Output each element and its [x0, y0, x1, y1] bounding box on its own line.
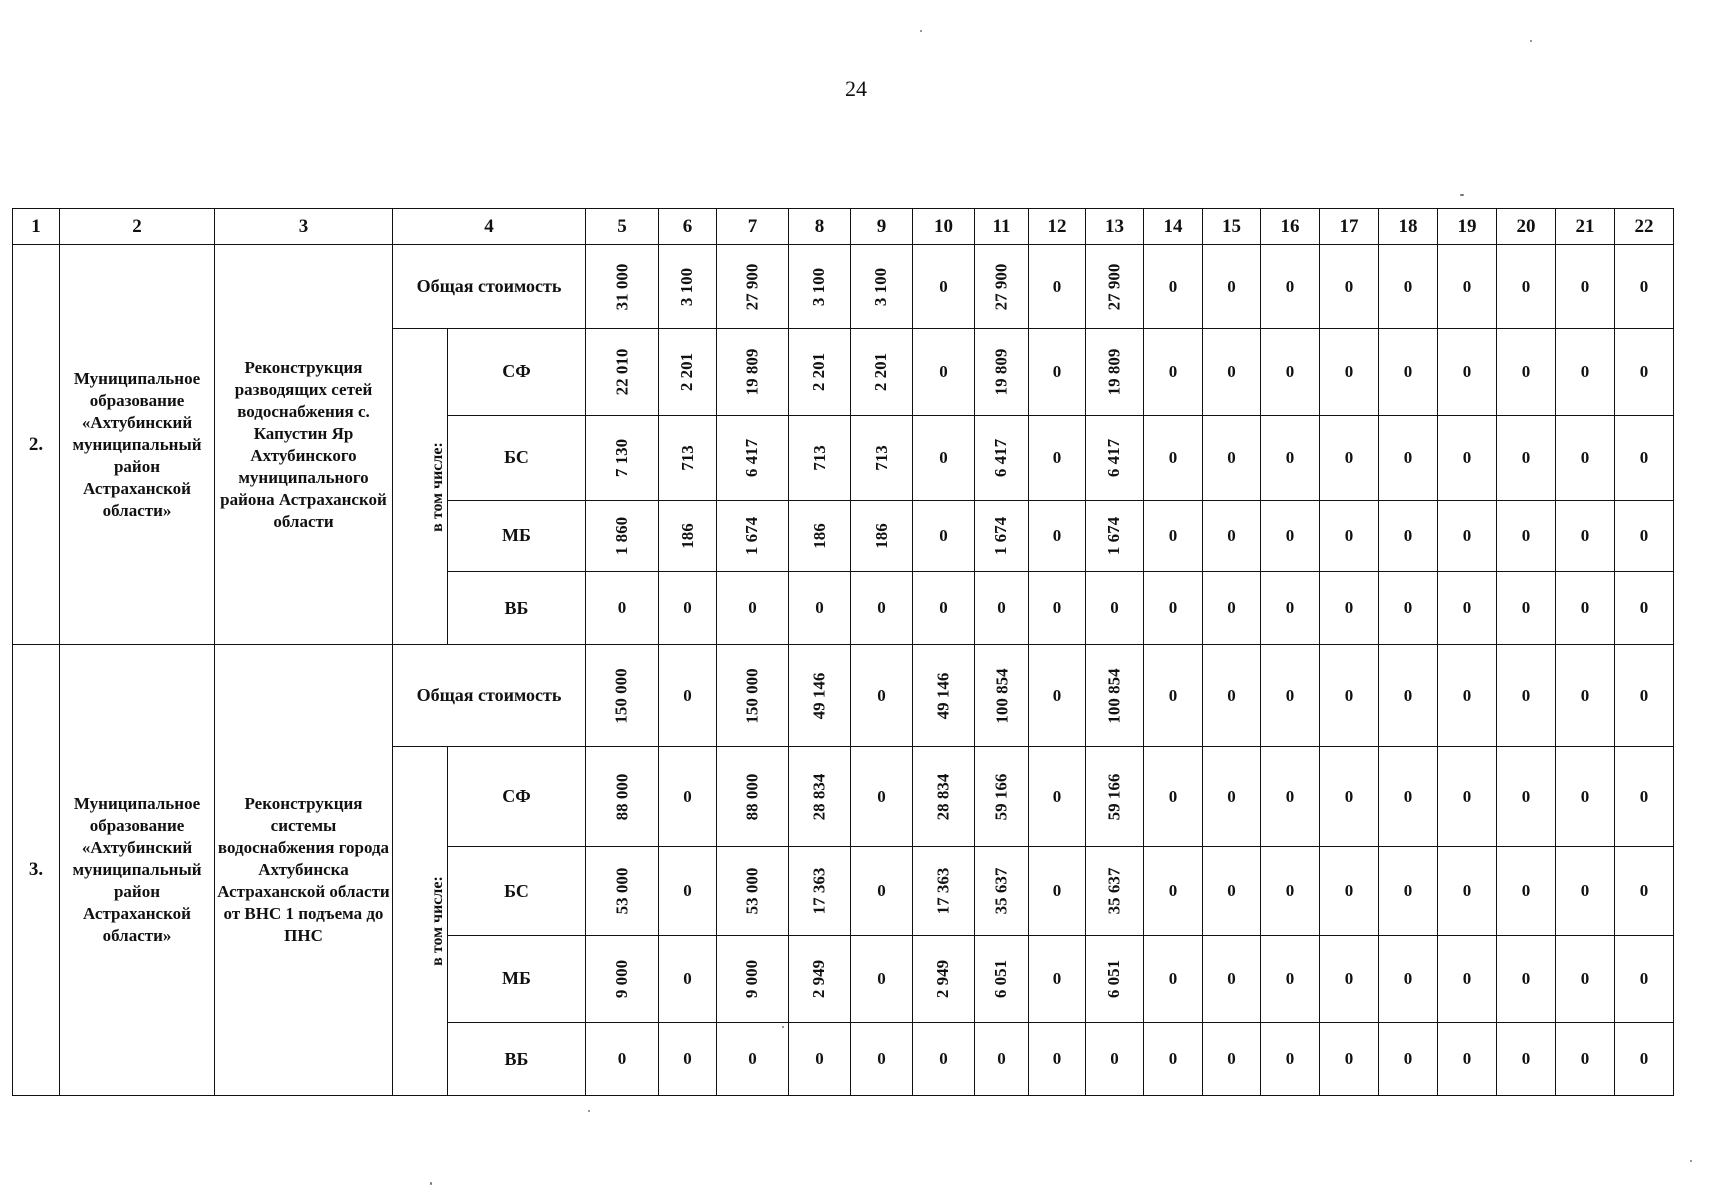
municipality-name: Муниципальное образование «Ахтубинский муниципальный район Астраханской области» [60, 245, 215, 645]
total-cost-label: Общая стоимость [393, 645, 586, 747]
scan-speck [1530, 40, 1532, 42]
value-cell [1086, 847, 1144, 935]
value-cell: 0 [1438, 935, 1497, 1022]
value-cell: 0 [1203, 245, 1261, 329]
value-cell-text: 17 363 [809, 867, 829, 915]
value-cell: 0 [1029, 572, 1086, 645]
value-cell: 0 [1438, 572, 1497, 645]
value-cell: 0 [1086, 1023, 1144, 1096]
value-cell: 0 [1261, 935, 1320, 1022]
value-cell [586, 245, 659, 329]
in-total-label-text: в том числе: [428, 441, 446, 532]
value-cell: 0 [1203, 746, 1261, 847]
value-cell-text: 6 417 [1104, 438, 1124, 477]
column-header: 4 [393, 209, 586, 245]
value-cell: 0 [1497, 645, 1556, 747]
value-cell: 0 [1438, 847, 1497, 935]
value-cell-text: 59 166 [991, 773, 1011, 820]
value-cell: 0 [1497, 329, 1556, 415]
value-cell: 0 [1438, 415, 1497, 500]
value-cell-text: 6 051 [1104, 959, 1124, 998]
value-cell: 0 [1438, 645, 1497, 747]
value-cell: 0 [1144, 746, 1203, 847]
value-cell: 0 [913, 245, 975, 329]
value-cell-text: 186 [871, 523, 891, 549]
value-cell: 0 [1029, 245, 1086, 329]
value-cell: 0 [913, 329, 975, 415]
column-header: 6 [659, 209, 717, 245]
value-cell: 0 [1086, 572, 1144, 645]
value-cell: 0 [913, 415, 975, 500]
value-cell: 0 [1320, 500, 1379, 572]
value-cell [913, 935, 975, 1022]
value-cell-text: 3 100 [677, 267, 697, 307]
value-cell [913, 746, 975, 847]
value-cell: 0 [1029, 746, 1086, 847]
value-cell: 0 [1438, 329, 1497, 415]
value-cell: 0 [1497, 746, 1556, 847]
value-cell-text: 2 201 [809, 352, 829, 392]
value-cell [789, 847, 851, 935]
value-cell: 0 [1261, 329, 1320, 415]
value-cell: 0 [1261, 245, 1320, 329]
value-cell: 0 [1144, 415, 1203, 500]
value-cell: 0 [1379, 245, 1438, 329]
value-cell [975, 935, 1029, 1022]
value-cell [1086, 245, 1144, 329]
value-cell: 0 [1556, 645, 1615, 747]
value-cell-text: 6 051 [991, 959, 1011, 998]
value-cell [913, 847, 975, 935]
value-cell-text: 59 166 [1104, 773, 1124, 820]
value-cell-text: 713 [809, 444, 829, 471]
value-cell: 0 [1497, 572, 1556, 645]
value-cell-text: 53 000 [612, 867, 631, 915]
value-cell-text: 100 854 [992, 667, 1012, 724]
scan-speck [1460, 194, 1464, 196]
fund-label: МБ [448, 500, 586, 572]
value-cell: 0 [1203, 329, 1261, 415]
value-cell-text: 22 010 [612, 348, 631, 396]
value-cell [1086, 645, 1144, 747]
value-cell: 0 [1438, 746, 1497, 847]
value-cell: 0 [1438, 245, 1497, 329]
column-header: 13 [1086, 209, 1144, 245]
value-cell: 0 [1379, 329, 1438, 415]
column-header: 15 [1203, 209, 1261, 245]
value-cell: 0 [1556, 1023, 1615, 1096]
value-cell [586, 415, 659, 500]
value-cell-text: 35 637 [991, 867, 1011, 915]
value-cell [851, 415, 913, 500]
value-cell: 0 [1615, 329, 1674, 415]
project-name: Реконструкция разводящих сетей водоснабжения с. Капустин Яр Ахтубинского муниципального района Астраханской области [215, 245, 393, 645]
value-cell-text: 1 860 [612, 516, 631, 556]
column-header: 3 [215, 209, 393, 245]
value-cell: 0 [1615, 645, 1674, 747]
value-cell [975, 746, 1029, 847]
in-total-label-text: в том числе: [428, 876, 446, 966]
value-cell-text: 19 809 [742, 348, 762, 396]
row-number: 2. [13, 245, 60, 645]
value-cell: 0 [1615, 415, 1674, 500]
value-cell: 0 [1320, 935, 1379, 1022]
value-cell-text: 9 000 [612, 959, 631, 998]
column-header: 5 [586, 209, 659, 245]
value-cell: 0 [851, 1023, 913, 1096]
value-cell: 0 [1203, 500, 1261, 572]
value-cell-text: 2 201 [677, 352, 697, 392]
column-header: 19 [1438, 209, 1497, 245]
value-cell [789, 329, 851, 415]
value-cell: 0 [1144, 329, 1203, 415]
in-total-label [393, 329, 448, 645]
value-cell-text: 1 674 [1104, 516, 1124, 556]
value-cell [717, 645, 789, 747]
value-cell [586, 746, 659, 847]
value-cell: 0 [1320, 1023, 1379, 1096]
value-cell [789, 935, 851, 1022]
value-cell: 0 [789, 1023, 851, 1096]
column-header: 16 [1261, 209, 1320, 245]
value-cell [717, 500, 789, 572]
value-cell: 0 [1556, 572, 1615, 645]
value-cell: 0 [913, 572, 975, 645]
value-cell-text: 150 000 [612, 667, 631, 724]
value-cell-text: 27 900 [1104, 263, 1124, 311]
value-cell: 0 [1497, 1023, 1556, 1096]
value-cell: 0 [1144, 245, 1203, 329]
value-cell [975, 500, 1029, 572]
value-cell: 0 [1379, 645, 1438, 747]
value-cell-text: 88 000 [742, 773, 762, 820]
fund-label: МБ [448, 935, 586, 1022]
column-header: 21 [1556, 209, 1615, 245]
value-cell [789, 500, 851, 572]
column-header: 17 [1320, 209, 1379, 245]
value-cell: 0 [1320, 847, 1379, 935]
value-cell-text: 713 [871, 444, 891, 471]
value-cell [717, 935, 789, 1022]
fund-label: ВБ [448, 572, 586, 645]
column-header: 18 [1379, 209, 1438, 245]
column-header: 20 [1497, 209, 1556, 245]
value-cell: 0 [1320, 645, 1379, 747]
value-cell: 0 [1556, 245, 1615, 329]
value-cell: 0 [1261, 746, 1320, 847]
value-cell [659, 415, 717, 500]
value-cell [586, 500, 659, 572]
value-cell: 0 [1615, 500, 1674, 572]
municipality-name: Муниципальное образование «Ахтубинский муниципальный район Астраханской области» [60, 645, 215, 1096]
value-cell: 0 [851, 746, 913, 847]
in-total-label [393, 746, 448, 1095]
value-cell [717, 746, 789, 847]
value-cell: 0 [1497, 500, 1556, 572]
value-cell-text: 2 201 [871, 352, 891, 392]
value-cell: 0 [1615, 572, 1674, 645]
value-cell-text: 100 854 [1104, 667, 1124, 724]
value-cell: 0 [1029, 500, 1086, 572]
value-cell: 0 [1203, 572, 1261, 645]
value-cell [717, 847, 789, 935]
value-cell-text: 49 146 [933, 672, 953, 719]
column-header: 22 [1615, 209, 1674, 245]
value-cell: 0 [659, 645, 717, 747]
value-cell: 0 [1379, 1023, 1438, 1096]
scan-speck [588, 1110, 590, 1112]
value-cell: 0 [1497, 415, 1556, 500]
value-cell-text: 2 949 [933, 959, 953, 998]
value-cell-text: 150 000 [742, 667, 762, 724]
value-cell: 0 [1379, 500, 1438, 572]
value-cell: 0 [1261, 1023, 1320, 1096]
value-cell: 0 [1556, 500, 1615, 572]
value-cell: 0 [1615, 1023, 1674, 1096]
value-cell: 0 [1556, 746, 1615, 847]
value-cell: 0 [1144, 847, 1203, 935]
value-cell: 0 [1144, 500, 1203, 572]
fund-label: ВБ [448, 1023, 586, 1096]
value-cell: 0 [1379, 746, 1438, 847]
value-cell: 0 [1615, 746, 1674, 847]
value-cell: 0 [659, 847, 717, 935]
value-cell: 0 [1203, 935, 1261, 1022]
value-cell [586, 645, 659, 747]
value-cell-text: 6 417 [742, 438, 762, 477]
value-cell: 0 [851, 847, 913, 935]
value-cell: 0 [913, 500, 975, 572]
value-cell-text: 7 130 [612, 438, 631, 477]
value-cell-text: 28 834 [809, 773, 829, 820]
value-cell: 0 [1261, 847, 1320, 935]
value-cell: 0 [1379, 847, 1438, 935]
value-cell: 0 [1615, 935, 1674, 1022]
column-header: 11 [975, 209, 1029, 245]
value-cell [975, 415, 1029, 500]
value-cell [789, 245, 851, 329]
value-cell: 0 [1203, 1023, 1261, 1096]
value-cell: 0 [659, 935, 717, 1022]
total-cost-label: Общая стоимость [393, 245, 586, 329]
value-cell: 0 [1320, 329, 1379, 415]
value-cell [717, 415, 789, 500]
value-cell: 0 [975, 1023, 1029, 1096]
value-cell [851, 329, 913, 415]
value-cell: 0 [851, 645, 913, 747]
value-cell-text: 17 363 [933, 867, 953, 915]
scan-speck [782, 1026, 784, 1028]
value-cell: 0 [1556, 935, 1615, 1022]
value-cell: 0 [1144, 572, 1203, 645]
value-cell-text: 35 637 [1104, 867, 1124, 915]
value-cell [789, 645, 851, 747]
value-cell [659, 500, 717, 572]
value-cell: 0 [1029, 329, 1086, 415]
value-cell-text: 6 417 [991, 438, 1011, 477]
value-cell: 0 [1029, 415, 1086, 500]
column-header: 2 [60, 209, 215, 245]
scan-speck [920, 30, 922, 32]
value-cell-text: 31 000 [612, 263, 631, 311]
value-cell-text: 27 900 [991, 263, 1011, 311]
value-cell: 0 [1029, 1023, 1086, 1096]
value-cell [659, 245, 717, 329]
value-cell-text: 1 674 [742, 516, 762, 556]
value-cell: 0 [1261, 415, 1320, 500]
value-cell: 0 [586, 1023, 659, 1096]
value-cell: 0 [1144, 645, 1203, 747]
value-cell-text: 713 [677, 444, 697, 471]
value-cell: 0 [1615, 245, 1674, 329]
value-cell: 0 [1203, 847, 1261, 935]
value-cell-text: 1 674 [991, 516, 1011, 556]
value-cell: 0 [1320, 245, 1379, 329]
value-cell [851, 500, 913, 572]
value-cell [659, 329, 717, 415]
value-cell [1086, 415, 1144, 500]
value-cell-text: 186 [677, 523, 697, 549]
fund-label: СФ [448, 746, 586, 847]
value-cell: 0 [1144, 1023, 1203, 1096]
value-cell: 0 [1497, 847, 1556, 935]
value-cell: 0 [1497, 245, 1556, 329]
value-cell [717, 329, 789, 415]
value-cell: 0 [1029, 847, 1086, 935]
value-cell: 0 [1379, 415, 1438, 500]
value-cell-text: 28 834 [933, 773, 953, 820]
value-cell: 0 [1261, 572, 1320, 645]
value-cell-text: 3 100 [871, 267, 891, 307]
value-cell [717, 245, 789, 329]
value-cell: 0 [1029, 645, 1086, 747]
value-cell [789, 415, 851, 500]
value-cell-text: 186 [809, 523, 829, 549]
value-cell-text: 88 000 [612, 773, 631, 820]
value-cell: 0 [586, 572, 659, 645]
value-cell [586, 847, 659, 935]
value-cell [975, 329, 1029, 415]
value-cell: 0 [1379, 572, 1438, 645]
value-cell-text: 53 000 [742, 867, 762, 915]
value-cell [975, 645, 1029, 747]
value-cell [1086, 935, 1144, 1022]
header-row [13, 209, 1712, 245]
value-cell: 0 [1144, 935, 1203, 1022]
value-cell: 0 [1261, 500, 1320, 572]
value-cell [586, 329, 659, 415]
value-cell [586, 935, 659, 1022]
value-cell: 0 [1556, 415, 1615, 500]
project-name: Реконструкция системы водоснабжения города Ахтубинска Астраханской области от ВНС 1 подъема до ПНС [215, 645, 393, 1096]
budget-table [12, 208, 1712, 1096]
value-cell-text: 19 809 [991, 348, 1011, 396]
value-cell: 0 [659, 746, 717, 847]
value-cell [851, 245, 913, 329]
column-header: 8 [789, 209, 851, 245]
value-cell [913, 645, 975, 747]
value-cell: 0 [789, 572, 851, 645]
value-cell: 0 [1556, 847, 1615, 935]
value-cell: 0 [1320, 415, 1379, 500]
fund-label: БС [448, 415, 586, 500]
value-cell: 0 [975, 572, 1029, 645]
table-row [13, 645, 1712, 747]
value-cell: 0 [1438, 500, 1497, 572]
value-cell-text: 19 809 [1104, 348, 1124, 396]
value-cell: 0 [1438, 1023, 1497, 1096]
column-header: 7 [717, 209, 789, 245]
value-cell: 0 [1029, 935, 1086, 1022]
value-cell: 0 [1556, 329, 1615, 415]
value-cell: 0 [851, 572, 913, 645]
value-cell [1086, 746, 1144, 847]
column-header: 12 [1029, 209, 1086, 245]
value-cell [1086, 329, 1144, 415]
value-cell [975, 245, 1029, 329]
column-header: 10 [913, 209, 975, 245]
fund-label: СФ [448, 329, 586, 415]
column-header: 1 [13, 209, 60, 245]
value-cell: 0 [1261, 645, 1320, 747]
value-cell: 0 [1320, 746, 1379, 847]
value-cell: 0 [1203, 415, 1261, 500]
value-cell: 0 [851, 935, 913, 1022]
value-cell: 0 [913, 1023, 975, 1096]
column-header: 9 [851, 209, 913, 245]
value-cell-text: 2 949 [809, 959, 829, 998]
value-cell [1086, 500, 1144, 572]
value-cell: 0 [717, 572, 789, 645]
value-cell-text: 27 900 [742, 263, 762, 311]
value-cell-text: 9 000 [742, 959, 762, 998]
value-cell: 0 [1203, 645, 1261, 747]
page-number: 24 [845, 76, 867, 101]
value-cell: 0 [1497, 935, 1556, 1022]
value-cell-text: 49 146 [809, 672, 829, 719]
row-number: 3. [13, 645, 60, 1096]
value-cell: 0 [659, 1023, 717, 1096]
value-cell-text: 3 100 [809, 267, 829, 307]
value-cell: 0 [1379, 935, 1438, 1022]
value-cell: 0 [717, 1023, 789, 1096]
table-row [13, 245, 1712, 329]
scan-speck [430, 1182, 432, 1185]
value-cell: 0 [1320, 572, 1379, 645]
scan-speck [1690, 1160, 1692, 1162]
value-cell [789, 746, 851, 847]
column-header: 14 [1144, 209, 1203, 245]
fund-label: БС [448, 847, 586, 935]
value-cell: 0 [1615, 847, 1674, 935]
value-cell: 0 [659, 572, 717, 645]
value-cell [975, 847, 1029, 935]
